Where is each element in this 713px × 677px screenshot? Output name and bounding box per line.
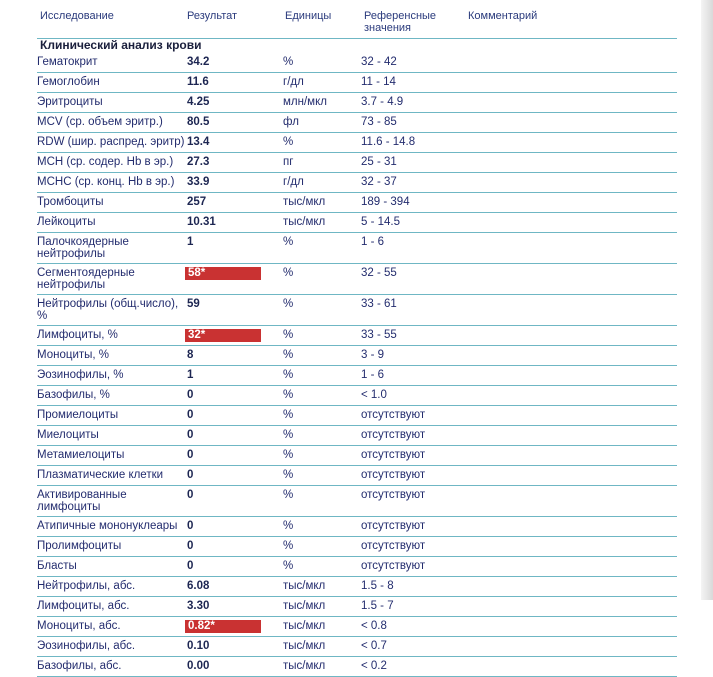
result-value: 59 <box>187 298 200 310</box>
row-study-name <box>37 657 185 677</box>
table-row <box>37 153 677 173</box>
row-unit: г/дл <box>283 73 361 93</box>
row-comment <box>461 93 677 113</box>
row-unit: % <box>283 466 361 486</box>
header-comment: Комментарий <box>468 10 538 22</box>
table-row <box>37 73 677 93</box>
row-unit: пг <box>283 153 361 173</box>
row-result <box>185 153 283 173</box>
study-name-text: Палочкоядерные нейтрофилы <box>37 236 129 260</box>
row-reference: 189 - 394 <box>361 193 461 213</box>
row-reference: 11.6 - 14.8 <box>361 133 461 153</box>
result-value-flagged: 32* <box>185 329 261 342</box>
table-row <box>37 537 677 557</box>
result-value: 0.10 <box>187 640 210 652</box>
result-value: 0 <box>187 389 194 401</box>
study-name-text: Базофилы, абс. <box>37 660 122 672</box>
row-comment <box>461 657 677 677</box>
header-result: Результат <box>187 10 238 22</box>
row-comment <box>461 193 677 213</box>
row-reference: 33 - 61 <box>361 295 461 326</box>
study-name-text: Эритроциты <box>37 96 103 108</box>
result-value: 80.5 <box>187 116 210 128</box>
study-name-text: Метамиелоциты <box>37 449 125 461</box>
result-value: 33.9 <box>187 176 210 188</box>
row-comment <box>461 466 677 486</box>
study-name-text: Сегментоядерные нейтрофилы <box>37 267 135 291</box>
result-value: 0 <box>187 540 194 552</box>
table-row <box>37 637 677 657</box>
row-unit: тыс/мкл <box>283 657 361 677</box>
table-row <box>37 295 677 326</box>
result-value-flagged: 58* <box>185 267 261 280</box>
row-study-name <box>37 637 185 657</box>
row-unit: % <box>283 406 361 426</box>
row-study-name <box>37 233 185 264</box>
row-reference: отсутствуют <box>361 426 461 446</box>
row-comment <box>461 366 677 386</box>
row-study-name <box>37 346 185 366</box>
row-reference: < 0.2 <box>361 657 461 677</box>
row-reference: 5 - 14.5 <box>361 213 461 233</box>
result-value: 0 <box>187 469 194 481</box>
row-study-name <box>37 133 185 153</box>
result-value: 13.4 <box>187 136 210 148</box>
table-row <box>37 173 677 193</box>
row-comment <box>461 406 677 426</box>
result-value: 0 <box>187 449 194 461</box>
result-value: 0 <box>187 409 194 421</box>
result-value: 0.00 <box>187 660 210 672</box>
row-unit: тыс/мкл <box>283 213 361 233</box>
row-result <box>185 446 283 466</box>
row-result <box>185 637 283 657</box>
row-study-name <box>37 193 185 213</box>
row-comment <box>461 537 677 557</box>
row-study-name <box>37 295 185 326</box>
row-unit: % <box>283 295 361 326</box>
row-unit: % <box>283 517 361 537</box>
row-comment <box>461 617 677 637</box>
row-result <box>185 73 283 93</box>
row-comment <box>461 486 677 517</box>
row-study-name <box>37 537 185 557</box>
table-row <box>37 617 677 637</box>
table-row <box>37 426 677 446</box>
study-name-text: Плазматические клетки <box>37 469 164 481</box>
result-value: 0 <box>187 489 194 501</box>
row-unit: тыс/мкл <box>283 637 361 657</box>
results-table <box>37 53 677 677</box>
result-value: 0 <box>187 520 194 532</box>
result-value: 1 <box>187 369 194 381</box>
row-comment <box>461 295 677 326</box>
row-unit: % <box>283 486 361 517</box>
row-result <box>185 406 283 426</box>
table-row <box>37 264 677 295</box>
row-study-name <box>37 406 185 426</box>
table-row <box>37 517 677 537</box>
row-result <box>185 386 283 406</box>
row-reference: 1 - 6 <box>361 366 461 386</box>
table-row <box>37 213 677 233</box>
row-comment <box>461 113 677 133</box>
row-result <box>185 466 283 486</box>
row-reference: 3 - 9 <box>361 346 461 366</box>
row-unit: % <box>283 133 361 153</box>
table-row <box>37 326 677 346</box>
row-reference: 1.5 - 8 <box>361 577 461 597</box>
row-study-name <box>37 153 185 173</box>
section-title: Клинический анализ крови <box>40 38 202 52</box>
study-name-text: MCHC (ср. конц. Hb в эр.) <box>37 176 175 188</box>
row-reference: 32 - 55 <box>361 264 461 295</box>
result-value: 34.2 <box>187 56 210 68</box>
row-study-name <box>37 617 185 637</box>
row-result <box>185 295 283 326</box>
row-study-name <box>37 53 185 73</box>
table-row <box>37 486 677 517</box>
result-value-flagged: 0.82* <box>185 620 261 633</box>
row-reference: 32 - 42 <box>361 53 461 73</box>
row-unit: фл <box>283 113 361 133</box>
row-reference: 11 - 14 <box>361 73 461 93</box>
table-row <box>37 406 677 426</box>
row-unit: г/дл <box>283 173 361 193</box>
result-value: 1 <box>187 236 194 248</box>
row-unit: % <box>283 53 361 73</box>
row-unit: % <box>283 346 361 366</box>
table-row <box>37 53 677 73</box>
page-edge <box>701 0 713 600</box>
row-unit: тыс/мкл <box>283 597 361 617</box>
row-unit: % <box>283 264 361 295</box>
row-unit: тыс/мкл <box>283 577 361 597</box>
header-reference: Референсные значения <box>364 10 437 34</box>
table-header <box>37 10 677 38</box>
row-reference: отсутствуют <box>361 446 461 466</box>
row-comment <box>461 386 677 406</box>
row-comment <box>461 637 677 657</box>
study-name-text: Пролимфоциты <box>37 540 122 552</box>
row-study-name <box>37 486 185 517</box>
row-unit: % <box>283 446 361 466</box>
row-unit: % <box>283 366 361 386</box>
row-unit: % <box>283 326 361 346</box>
table-row <box>37 133 677 153</box>
row-unit: тыс/мкл <box>283 193 361 213</box>
result-value: 3.30 <box>187 600 210 612</box>
row-reference: 1 - 6 <box>361 233 461 264</box>
table-row <box>37 466 677 486</box>
row-reference: < 1.0 <box>361 386 461 406</box>
row-study-name <box>37 326 185 346</box>
study-name-text: Атипичные мононуклеары <box>37 520 178 532</box>
row-study-name <box>37 73 185 93</box>
row-result <box>185 657 283 677</box>
study-name-text: MCH (ср. содер. Hb в эр.) <box>37 156 174 168</box>
study-name-text: Миелоциты <box>37 429 99 441</box>
result-value: 0 <box>187 560 194 572</box>
row-reference: 33 - 55 <box>361 326 461 346</box>
study-name-text: Лимфоциты, абс. <box>37 600 130 612</box>
study-name-text: Лимфоциты, % <box>37 329 118 341</box>
row-comment <box>461 426 677 446</box>
row-unit: % <box>283 557 361 577</box>
row-study-name <box>37 446 185 466</box>
row-study-name <box>37 466 185 486</box>
study-name-text: Гематокрит <box>37 56 98 68</box>
row-study-name <box>37 113 185 133</box>
study-name-text: Активированные лимфоциты <box>37 489 127 513</box>
row-result <box>185 537 283 557</box>
row-result <box>185 93 283 113</box>
row-study-name <box>37 557 185 577</box>
row-comment <box>461 264 677 295</box>
result-value: 27.3 <box>187 156 210 168</box>
row-result <box>185 617 283 637</box>
row-comment <box>461 517 677 537</box>
row-result <box>185 213 283 233</box>
row-result <box>185 326 283 346</box>
row-unit: млн/мкл <box>283 93 361 113</box>
row-study-name <box>37 366 185 386</box>
row-unit: % <box>283 386 361 406</box>
row-comment <box>461 346 677 366</box>
study-name-text: Промиелоциты <box>37 409 119 421</box>
row-reference: 3.7 - 4.9 <box>361 93 461 113</box>
study-name-text: Эозинофилы, % <box>37 369 124 381</box>
row-study-name <box>37 517 185 537</box>
row-reference: отсутствуют <box>361 537 461 557</box>
result-value: 257 <box>187 196 207 208</box>
study-name-text: Тромбоциты <box>37 196 104 208</box>
row-comment <box>461 446 677 466</box>
table-row <box>37 386 677 406</box>
row-study-name <box>37 426 185 446</box>
table-row <box>37 233 677 264</box>
row-comment <box>461 557 677 577</box>
study-name-text: Базофилы, % <box>37 389 110 401</box>
row-study-name <box>37 264 185 295</box>
row-result <box>185 366 283 386</box>
table-row <box>37 577 677 597</box>
table-row <box>37 446 677 466</box>
result-value: 11.6 <box>187 76 209 88</box>
row-result <box>185 233 283 264</box>
row-reference: отсутствуют <box>361 406 461 426</box>
row-reference: отсутствуют <box>361 486 461 517</box>
row-reference: < 0.8 <box>361 617 461 637</box>
result-value: 0 <box>187 429 194 441</box>
row-comment <box>461 233 677 264</box>
row-comment <box>461 133 677 153</box>
row-result <box>185 193 283 213</box>
study-name-text: Бласты <box>37 560 77 572</box>
header-units: Единицы <box>285 10 332 22</box>
table-row <box>37 93 677 113</box>
table-row <box>37 193 677 213</box>
row-result <box>185 173 283 193</box>
table-row <box>37 113 677 133</box>
row-result <box>185 53 283 73</box>
row-study-name <box>37 577 185 597</box>
row-reference: отсутствуют <box>361 557 461 577</box>
row-comment <box>461 326 677 346</box>
row-reference: 73 - 85 <box>361 113 461 133</box>
row-result <box>185 346 283 366</box>
study-name-text: RDW (шир. распред. эритр) <box>37 136 185 148</box>
study-name-text: Моноциты, абс. <box>37 620 121 632</box>
row-study-name <box>37 213 185 233</box>
study-name-text: MCV (ср. объем эритр.) <box>37 116 163 128</box>
row-result <box>185 557 283 577</box>
row-comment <box>461 577 677 597</box>
row-result <box>185 133 283 153</box>
row-unit: % <box>283 537 361 557</box>
row-result <box>185 113 283 133</box>
row-study-name <box>37 93 185 113</box>
row-unit: % <box>283 426 361 446</box>
row-reference: 25 - 31 <box>361 153 461 173</box>
table-row <box>37 557 677 577</box>
row-comment <box>461 173 677 193</box>
row-reference: 32 - 37 <box>361 173 461 193</box>
table-row <box>37 366 677 386</box>
row-reference: отсутствуют <box>361 517 461 537</box>
row-study-name <box>37 386 185 406</box>
study-name-text: Гемоглобин <box>37 76 100 88</box>
row-reference: 1.5 - 7 <box>361 597 461 617</box>
study-name-text: Нейтрофилы (общ.число), % <box>37 298 179 322</box>
table-row <box>37 657 677 677</box>
result-value: 8 <box>187 349 194 361</box>
row-comment <box>461 73 677 93</box>
row-result <box>185 426 283 446</box>
table-row <box>37 346 677 366</box>
row-result <box>185 486 283 517</box>
row-reference: < 0.7 <box>361 637 461 657</box>
row-result <box>185 577 283 597</box>
row-comment <box>461 213 677 233</box>
row-unit: тыс/мкл <box>283 617 361 637</box>
row-comment <box>461 53 677 73</box>
row-result <box>185 264 283 295</box>
row-comment <box>461 153 677 173</box>
result-value: 4.25 <box>187 96 210 108</box>
row-study-name <box>37 173 185 193</box>
study-name-text: Эозинофилы, абс. <box>37 640 136 652</box>
row-unit: % <box>283 233 361 264</box>
row-result <box>185 517 283 537</box>
study-name-text: Моноциты, % <box>37 349 110 361</box>
result-value: 6.08 <box>187 580 210 592</box>
study-name-text: Нейтрофилы, абс. <box>37 580 136 592</box>
row-reference: отсутствуют <box>361 466 461 486</box>
study-name-text: Лейкоциты <box>37 216 96 228</box>
result-value: 10.31 <box>187 216 216 228</box>
header-study: Исследование <box>40 10 114 22</box>
